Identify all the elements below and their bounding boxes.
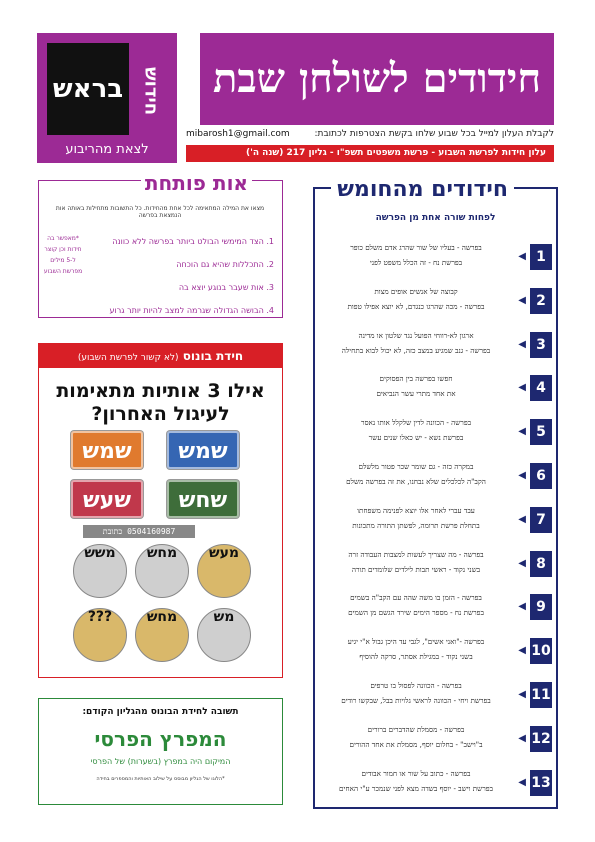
riddle-row [315,460,552,500]
riddle-line: בתחלת פרשת תרומה, לפשתן התורה מתכונות [352,520,480,530]
answer-note: *הלוגו של הגליון מבוסס על שילוב האותיות והמספרים בחידה [96,776,225,782]
riddle-number: 8 [530,551,552,577]
riddle-row [315,591,552,631]
opening-list [84,237,274,329]
riddle-number: 3 [530,332,552,358]
riddle-line: בפרשה - גנב שמגיע במצב כזה, לא יכול לבוא בתחילה [341,345,491,355]
list-item: 2. התכללות שהיא גם הוכחה [176,260,274,269]
arrow-icon: ◀ [518,426,526,438]
riddle-number: 11 [530,682,552,708]
bonus-question-line: לעיגול האחרון? [91,403,230,425]
list-item: 1. הצד המימשי הבולט ביותר בפרשה ללא כוונה [112,237,274,246]
arrow-icon: ◀ [518,294,526,306]
logo-main: בראש [47,43,129,135]
masthead [37,33,554,163]
arrow-icon: ◀ [518,470,526,481]
riddle-line: ארגון לא-רווחי הפועל נגד שלטון או מדינה [358,330,474,340]
riddle-line: בפרשה - הכוונה לדין שלקלל אותו נאסר [360,418,472,428]
riddle-line: בפרשת נשא - יש כאלו שנים עשר [368,433,464,443]
riddle-line: בפרשה - מכה שהרגו כנגדם, לא יוצא אפילו טפות [347,301,485,311]
riddle-line: בפרשת ויחי - הכוונה לראשי גלויות בבל, שבקשו רודים [341,696,491,705]
riddle-line: הקב"ה לכלכלים שלא נבחנו, את זה בפרשה משלם [346,477,486,486]
previous-answer-box [38,698,283,805]
riddle-row [315,548,552,588]
subscribe-line [186,129,554,139]
logo-caption: לצאת מהריבוע [65,142,149,157]
riddle-number: 13 [530,770,552,796]
riddle-number: 2 [530,288,552,314]
logo [37,33,177,163]
riddle-row [315,723,552,763]
riddle-line: בפרשת וישב - יוסף בשדה מצא לפני שנמכר ע"י האחים [339,783,493,793]
arrow-icon: ◀ [518,776,526,788]
email-link[interactable]: mibarosh1@gmail.com [186,129,290,139]
answer-explanation: המיקום היה במפרץ (בשערות) של הפרסי [90,757,231,766]
riddle-row [315,635,552,675]
bonus-header [39,344,282,368]
arrow-icon: ◀ [518,382,526,394]
subscribe-text: לקבלת העלון למייל בכל שבוע שלחו בקשת הצטרפות לכתובת: [314,129,554,139]
opening-letter-box [38,171,283,318]
riddle-row [315,416,552,456]
riddle-number: 1 [530,244,552,270]
answer-main: המפרץ הפרסי [94,727,227,751]
letter-tile: שמש [167,431,239,469]
riddle-line: בפרשה - מה שצריך לעשות למצבות העבודה זרה [348,549,484,559]
riddle-line: בפרשה - הזמן בו משה שהה עם הקב"ה בשמים [350,593,482,603]
riddle-number: 6 [530,463,552,489]
riddle-number: 12 [530,726,552,752]
riddle-line: בשני נקוד - ראשי תבות לילדים שלומדים תורה [351,564,481,574]
arrow-icon: ◀ [518,732,526,744]
riddle-line: בפרשת נח - זה הכלל משפט לפני [369,258,463,267]
coin: מחש [135,608,189,662]
riddle-row [315,329,552,369]
riddle-line: עבד עברי לאחר אלו יוצא לפנימה משפחתו [357,505,475,515]
riddle-number: 5 [530,419,552,445]
list-item: 4. הבושה הגדולה שגרמה למצב להיות יותר גרוע [109,306,274,315]
riddle-number: 9 [530,594,552,620]
riddle-row [315,241,552,281]
riddle-line: בפרשה - הכוונה לפסול בו טרפים [370,681,462,690]
riddle-line: בפרשת נח - מספר הימים שירד הגשם מן השמים [348,608,484,618]
bonus-question-line: אילו 3 אותיות מתאימות [56,380,265,402]
riddle-line: ב"וישב" - בחלום יוסף, מסמלת את אחד ההורים [349,739,483,749]
letter-tile: שחש [167,480,239,518]
riddles-subtitle: לפחות שורה אחת מן הפרשה [375,213,496,223]
coin-question: ??? [73,608,127,662]
letter-tile: שמש [71,431,143,469]
riddle-line: את אחד מתרי עשר הנביאים [376,389,456,399]
coin: משש [73,544,127,598]
opening-side-note: *מאפשר בה חידות וכן קוצר ל-5 מילים מפרשת השבוע [43,235,83,275]
riddle-row [315,679,552,719]
riddle-row [315,372,552,412]
riddles-title: חידודים מהחומש [331,177,514,202]
arrow-icon: ◀ [518,251,526,262]
phone-badge: 0504160987 כתובת [83,525,195,538]
torah-riddles-box [313,177,558,809]
riddle-number: 4 [530,375,552,401]
bonus-title: חידת בונוס [182,349,244,363]
answer-title: תשובה לחידת הבונוס מהגליון הקודם: [82,707,239,717]
arrow-icon: ◀ [518,601,526,613]
list-item: 3. אות שעבר בנוגע יוצא בה [178,283,274,292]
riddle-number: 7 [530,507,552,533]
bonus-question [39,380,282,426]
riddle-row [315,285,552,325]
coin: מחש [135,544,189,598]
riddle-line: חפשו בפרשה בין הפסוקים [379,374,453,384]
arrow-icon: ◀ [518,557,526,569]
bonus-riddle-box [38,343,283,678]
logo-side: חידוש [140,66,162,116]
riddle-line: בפרשה - בעליו של שור שהרג אדם משלם כופר [350,243,482,252]
opening-subtitle: מצאו את המילה המתאימה לכל אחת מהחידות. כל התשובות מתחילות באותה אות הנמצאת בפרשה [55,205,265,219]
riddle-line: בשני נקוד - במגילת אסתר, סרקה להוסיף [359,652,473,662]
coin: מש [197,608,251,662]
riddle-line: בפרשה - מסמלת שהדברים ברורים [367,724,465,734]
opening-title: אות פותחת [141,171,252,195]
riddle-row [315,767,552,807]
riddle-number: 10 [530,638,552,664]
arrow-icon: ◀ [518,645,526,657]
issue-banner: עלון חידות לפרשת השבוע - פרשת משפטים תשפ"ו - גליון 217 (שנה ה') [186,145,554,162]
bonus-subtitle: (לא קשור לפרשת השבוע) [77,353,179,363]
coin: מעש [197,544,251,598]
arrow-icon: ◀ [518,689,526,700]
riddle-line: במקרה כזה - גם שומר שכר פטור מלשלם [358,462,474,471]
letter-tile: שעש [71,480,143,518]
page-title: חידודים לשולחן שבת [200,33,554,125]
riddle-line: קבוצה של אנשים אופים מצות [374,286,458,296]
arrow-icon: ◀ [518,513,526,525]
arrow-icon: ◀ [518,338,526,350]
riddle-line: בפרשה - כתוב על שור או חמור אבודים [361,768,471,778]
riddle-line: בפרשה -"ואני אשים", לגבי עד היכן גבול א"י יגיע [347,637,485,647]
riddle-row [315,504,552,544]
